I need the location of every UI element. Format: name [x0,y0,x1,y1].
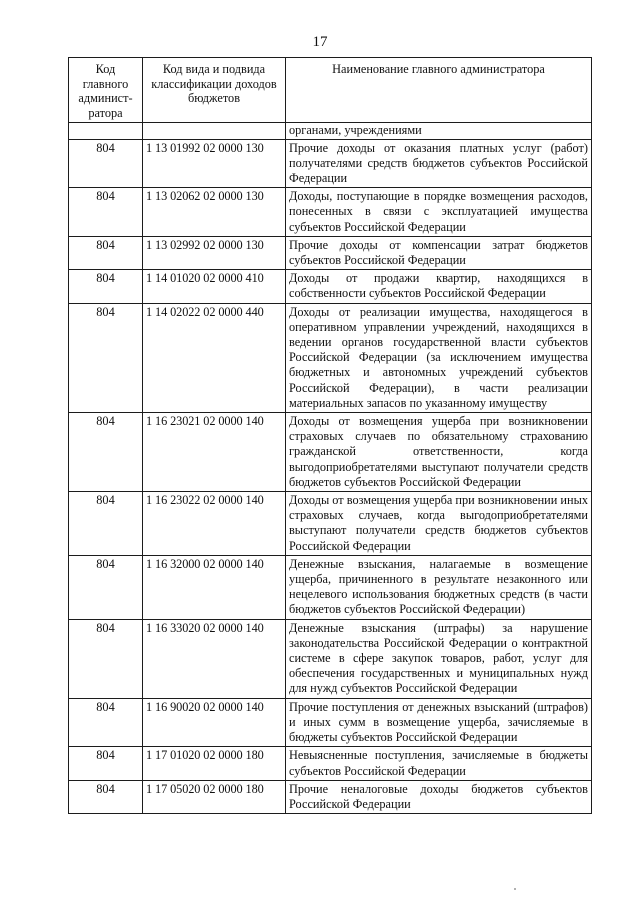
income-name-cell: Невыясненные поступления, зачисляемые в бюджеты субъектов Российской Федерации [286,747,592,780]
income-code-cell: 1 16 23021 02 0000 140 [143,413,286,492]
admin-code-cell: 804 [69,619,143,698]
income-code-cell: 1 14 01020 02 0000 410 [143,270,286,303]
admin-code-cell: 804 [69,236,143,269]
admin-code-cell: 804 [69,139,143,188]
continuation-admin-cell [69,123,143,139]
income-name-cell: Доходы от возмещения ущерба при возникновении иных страховых случаев, когда выгодоприобретателями выступают получатели средств бюджетов субъектов Российской Федерации [286,492,592,556]
income-name-cell: Прочие поступления от денежных взысканий (штрафов) и иных сумм в возмещение ущерба, зачисляемые в бюджеты субъектов Российской Федерации [286,698,592,747]
table-row [69,413,592,492]
table-row [69,303,592,412]
table-row [69,236,592,269]
income-code-cell: 1 14 02022 02 0000 440 [143,303,286,412]
table-row [69,780,592,813]
income-name-cell: Доходы от реализации имущества, находящегося в оперативном управлении учреждений, находящихся в ведении органов государственной власти субъектов Российской Федерации (за исключением имущества бюджетных и автономных учреждений субъектов Российской Федерации), в части реализации материальных запасов по указанному имуществу [286,303,592,412]
income-name-cell: Прочие неналоговые доходы бюджетов субъектов Российской Федерации [286,780,592,813]
admin-code-cell: 804 [69,747,143,780]
admin-code-cell: 804 [69,413,143,492]
header-income-code: Код вида и подвида классификации доходов бюджетов [143,58,286,123]
table-header-row [69,58,592,123]
page-number: 17 [312,34,328,50]
income-name-cell: Доходы от продажи квартир, находящихся в собственности субъектов Российской Федерации [286,270,592,303]
income-name-cell: Доходы от возмещения ущерба при возникновении страховых случаев по обязательному страхованию гражданской ответственности, когда выгодоприобретателями выступают получатели средств бюджетов субъектов Российской Федерации [286,413,592,492]
table-row [69,698,592,747]
income-code-cell: 1 16 33020 02 0000 140 [143,619,286,698]
table-row [69,747,592,780]
income-name-cell: Денежные взыскания, налагаемые в возмещение ущерба, причиненного в результате незаконного или нецелевого использования бюджетных средств (в части бюджетов субъектов Российской Федерации) [286,555,592,619]
income-name-cell: Денежные взыскания (штрафы) за нарушение законодательства Российской Федерации о контрактной системе в сфере закупок товаров, работ, услуг для обеспечения государственных и муниципальных нужд для нужд субъектов Российской Федерации [286,619,592,698]
income-code-cell: 1 17 05020 02 0000 180 [143,780,286,813]
table-row [69,139,592,188]
admin-code-cell: 804 [69,188,143,237]
continuation-code-cell [143,123,286,139]
header-admin-code: Код главного админист-ратора [69,58,143,123]
income-code-cell: 1 13 02992 02 0000 130 [143,236,286,269]
income-administrators-table [68,57,592,814]
continuation-text: органами, учреждениями [286,123,592,139]
table-row [69,619,592,698]
income-name-cell: Прочие доходы от компенсации затрат бюджетов субъектов Российской Федерации [286,236,592,269]
table-row [69,555,592,619]
income-code-cell: 1 16 90020 02 0000 140 [143,698,286,747]
header-name: Наименование главного администратора [286,58,592,123]
income-code-cell: 1 13 02062 02 0000 130 [143,188,286,237]
admin-code-cell: 804 [69,303,143,412]
admin-code-cell: 804 [69,492,143,556]
admin-code-cell: 804 [69,270,143,303]
income-code-cell: 1 16 23022 02 0000 140 [143,492,286,556]
income-name-cell: Прочие доходы от оказания платных услуг (работ) получателями средств бюджетов субъектов Российской Федерации [286,139,592,188]
continuation-row [69,123,592,139]
table-row [69,492,592,556]
income-name-cell: Доходы, поступающие в порядке возмещения расходов, понесенных в связи с эксплуатацией имущества субъектов Российской Федерации [286,188,592,237]
admin-code-cell: 804 [69,555,143,619]
admin-code-cell: 804 [69,698,143,747]
scan-speck [514,888,516,890]
table-row [69,188,592,237]
table-row [69,270,592,303]
admin-code-cell: 804 [69,780,143,813]
income-code-cell: 1 13 01992 02 0000 130 [143,139,286,188]
income-code-cell: 1 17 01020 02 0000 180 [143,747,286,780]
income-code-cell: 1 16 32000 02 0000 140 [143,555,286,619]
